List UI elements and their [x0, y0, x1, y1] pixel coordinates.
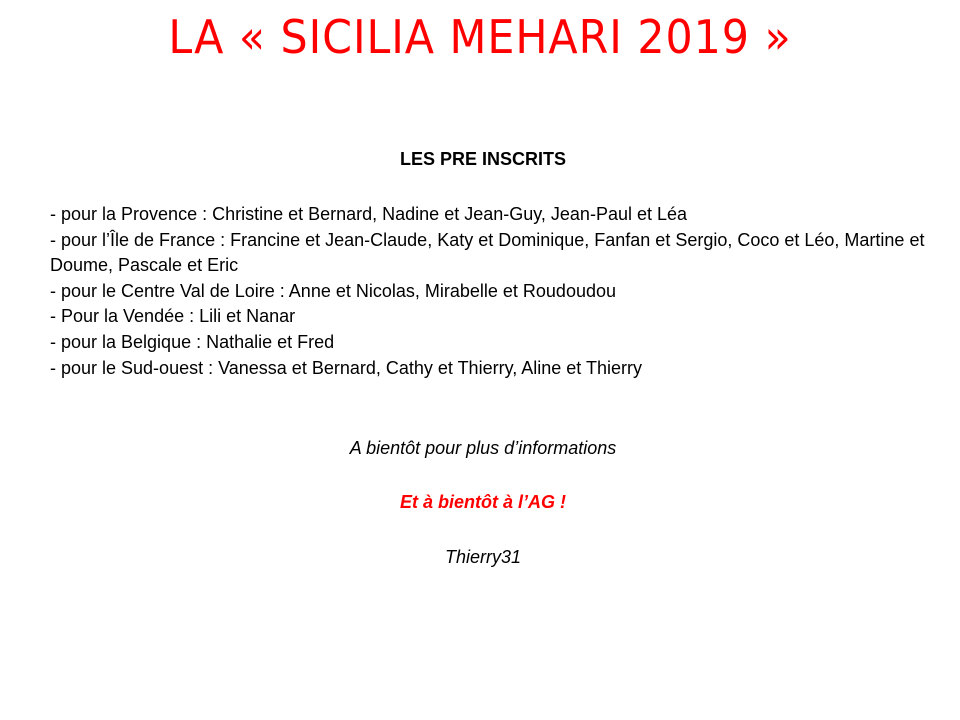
- section-heading: LES PRE INSCRITS: [399, 149, 567, 169]
- list-item-belgique: - pour la Belgique : Nathalie et Fred: [50, 331, 335, 352]
- list-item-provence: - pour la Provence : Christine et Bernard, Nadine et Jean-Guy, Jean-Paul et Léa: [50, 204, 688, 224]
- signature: Thierry31: [444, 547, 522, 567]
- list-item-vendee: - Pour la Vendée : Lili et Nanar: [50, 306, 296, 327]
- list-item-ile-de-france: - pour l’Île de France : Francine et Jean-Claude, Katy et Dominique, Fanfan et Sergio, Coco et Léo, Martine et Doume, Pascale et Eric: [50, 229, 925, 276]
- registrants-list: [50, 202, 930, 381]
- info-message: A bientôt pour plus d’informations: [349, 438, 617, 458]
- page-title: LA « SICILIA MEHARI 2019 »: [168, 10, 792, 64]
- list-item-sud-ouest: - pour le Sud-ouest : Vanessa et Bernard, Cathy et Thierry, Aline et Thierry: [50, 357, 642, 378]
- list-item-centre-val-de-loire: - pour le Centre Val de Loire : Anne et Nicolas, Mirabelle et Roudoudou: [50, 280, 616, 301]
- ag-message: Et à bientôt à l’AG !: [399, 492, 566, 512]
